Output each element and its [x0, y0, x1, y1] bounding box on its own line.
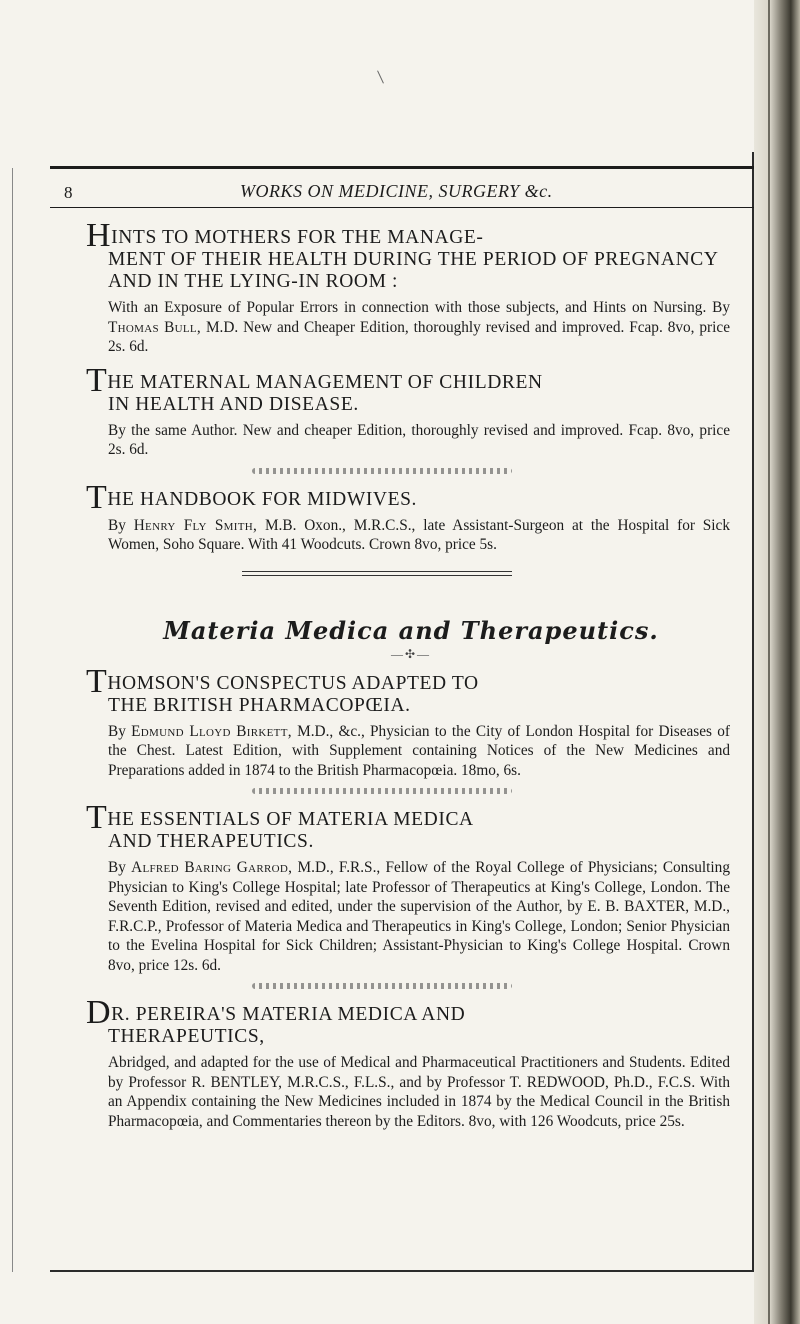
running-head: WORKS ON MEDICINE, SURGERY &c.: [240, 181, 553, 201]
page-content: [86, 217, 730, 1145]
book-entry-essentials-materia-medica: [86, 799, 730, 989]
drop-initial: T: [86, 662, 108, 700]
wavy-divider: [252, 788, 512, 794]
entry-description: By Edmund Lloyd Birkett, M.D., &c., Physician to the City of London Hospital for Diseases of the Chest. Latest Edition, with Supplement containing Notices of the New Medicines and Preparations added in 1874 to the British Pharmacopœia. 18mo, 6s.: [108, 722, 730, 779]
book-entry-thomsons-conspectus: [86, 662, 730, 795]
entry-title: HINTS TO MOTHERS FOR THE MANAGE- MENT OF THEIR HEALTH DURING THE PERIOD OF PREGNANCY AND IN THE LYING-IN ROOM :: [86, 217, 718, 292]
author-name: Alfred Baring Garrod,: [131, 859, 293, 876]
entry-title: THE MATERNAL MANAGEMENT OF CHILDREN IN HEALTH AND DISEASE.: [86, 361, 543, 415]
entry-title: THE HANDBOOK FOR MIDWIVES.: [86, 478, 418, 516]
wavy-divider: [252, 983, 512, 989]
page-edge-left: [12, 168, 13, 1272]
entry-title: DR. PEREIRA'S MATERIA MEDICA AND THERAPEUTICS,: [86, 994, 466, 1047]
author-name: Thomas Bull,: [108, 318, 202, 336]
scan-mark: [377, 70, 384, 83]
book-spine: [754, 0, 800, 1324]
book-entry-hints-to-mothers: [86, 217, 730, 357]
entry-title: THOMSON'S CONSPECTUS ADAPTED TO THE BRITISH PHARMACOPŒIA.: [86, 662, 479, 716]
entry-description: Abridged, and adapted for the use of Medical and Pharmaceutical Practitioners and Students. Edited by Professor R. BENTLEY, M.R.C.S., F.L.S., and by Professor T. REDWOOD, Ph.D., F.C.S. With an Appendix containing the New Medicines included in 1874 by the Medical Council in the British Pharmacopœia, and Commentaries thereon by the Editors. 8vo, with 126 Woodcuts, price 25s.: [108, 1054, 730, 1130]
drop-initial: T: [86, 799, 108, 836]
book-entry-pereiras-materia-medica: [86, 994, 730, 1131]
entry-description: By Henry Fly Smith, M.B. Oxon., M.R.C.S., late Assistant-Surgeon at the Hospital for Sick Women, Soho Square. With 41 Woodcuts. Crown 8vo, price 5s.: [108, 516, 730, 553]
author-name: Edmund Lloyd Birkett,: [131, 722, 292, 740]
drop-initial: H: [86, 217, 112, 254]
section-ornament: —✣—: [390, 646, 432, 661]
drop-initial: D: [86, 994, 112, 1031]
entry-description: By Alfred Baring Garrod, M.D., F.R.S., Fellow of the Royal College of Physicians; Consulting Physician to King's College Hospital; late Professor of Therapeutics at King's College, London. The Seventh Edition, revised and edited, under the supervision of the Author, by E. B. BAXTER, M.D., F.R.C.P., Professor of Materia Medica and Therapeutics in King's College, London; Senior Physician to the Evelina Hospital for Sick Children; Assistant-Physician to King's College Hospital. Crown 8vo, price 12s. 6d.: [108, 859, 730, 974]
header-underline: [50, 207, 754, 208]
book-entry-maternal-management: [86, 361, 730, 474]
section-heading: Materia Medica and Therapeutics.: [163, 615, 659, 645]
section-divider-rule: [242, 571, 512, 576]
spine-fold: [768, 0, 770, 1324]
wavy-divider: [252, 468, 512, 474]
book-entry-handbook-midwives: [86, 478, 730, 576]
header-rule: [50, 166, 754, 169]
page-number: 8: [64, 183, 73, 202]
bottom-rule: [50, 1270, 754, 1272]
entry-description: By the same Author. New and cheaper Edition, thoroughly revised and improved. Fcap. 8vo, price 2s. 6d.: [108, 421, 730, 458]
author-name: Henry Fly Smith,: [133, 516, 258, 534]
entry-title: THE ESSENTIALS OF MATERIA MEDICA AND THERAPEUTICS.: [86, 799, 474, 852]
entry-description: With an Exposure of Popular Errors in connection with those subjects, and Hints on Nursing. By Thomas Bull, M.D. New and Cheaper Edition, thoroughly revised and improved. Fcap. 8vo, price 2s. 6d.: [108, 299, 730, 355]
drop-initial: T: [86, 361, 108, 399]
drop-initial: T: [86, 478, 108, 516]
